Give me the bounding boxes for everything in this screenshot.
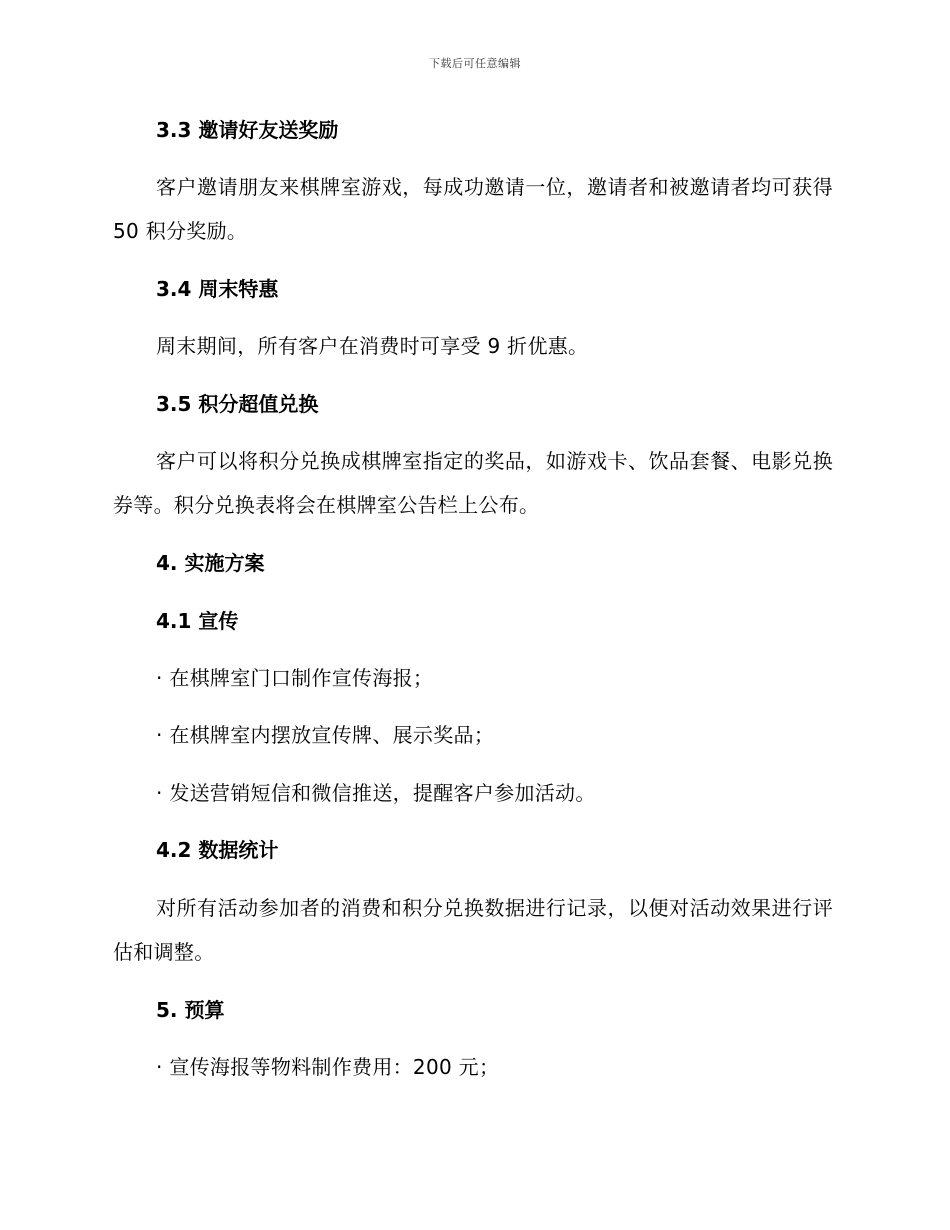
section-heading: 5. 预算 — [156, 998, 225, 1022]
section-3-4-body — [113, 324, 833, 368]
section-4 — [113, 549, 833, 577]
list-item: · 发送营销短信和微信推送，提醒客户参加活动。 — [156, 781, 596, 805]
paragraph: 对所有活动参加者的消费和积分兑换数据进行记录，以便对活动效果进行评估和调整。 — [113, 896, 833, 964]
section-3-4 — [113, 275, 833, 303]
section-4-1 — [113, 607, 833, 635]
section-3-3 — [113, 116, 833, 144]
bullet-item — [113, 664, 833, 692]
section-heading: 3.4 周末特惠 — [156, 277, 279, 301]
bullet-item — [113, 779, 833, 807]
list-item: · 在棋牌室门口制作宣传海报； — [156, 666, 434, 690]
paragraph: 客户邀请朋友来棋牌室游戏，每成功邀请一位，邀请者和被邀请者均可获得 50 积分奖励。 — [113, 175, 833, 243]
section-4-2-body — [113, 886, 833, 974]
section-3-5 — [113, 390, 833, 418]
section-heading: 3.5 积分超值兑换 — [156, 392, 319, 416]
section-heading: 4. 实施方案 — [156, 551, 265, 575]
list-item: · 在棋牌室内摆放宣传牌、展示奖品； — [156, 723, 495, 747]
section-5 — [113, 996, 833, 1024]
section-4-2 — [113, 836, 833, 864]
list-item: · 宣传海报等物料制作费用：200 元； — [156, 1055, 500, 1079]
paragraph: 周末期间，所有客户在消费时可享受 9 折优惠。 — [156, 334, 589, 358]
section-3-5-body — [113, 439, 833, 527]
section-heading: 4.2 数据统计 — [156, 838, 279, 862]
bullet-item — [113, 1053, 833, 1081]
section-3-3-body — [113, 165, 833, 253]
paragraph: 客户可以将积分兑换成棋牌室指定的奖品，如游戏卡、饮品套餐、电影兑换券等。积分兑换表将会在棋牌室公告栏上公布。 — [113, 449, 833, 517]
bullet-item — [113, 721, 833, 749]
section-heading: 4.1 宣传 — [156, 609, 239, 633]
section-heading: 3.3 邀请好友送奖励 — [156, 118, 339, 142]
page-header-note: 下载后可任意编辑 — [429, 57, 521, 70]
